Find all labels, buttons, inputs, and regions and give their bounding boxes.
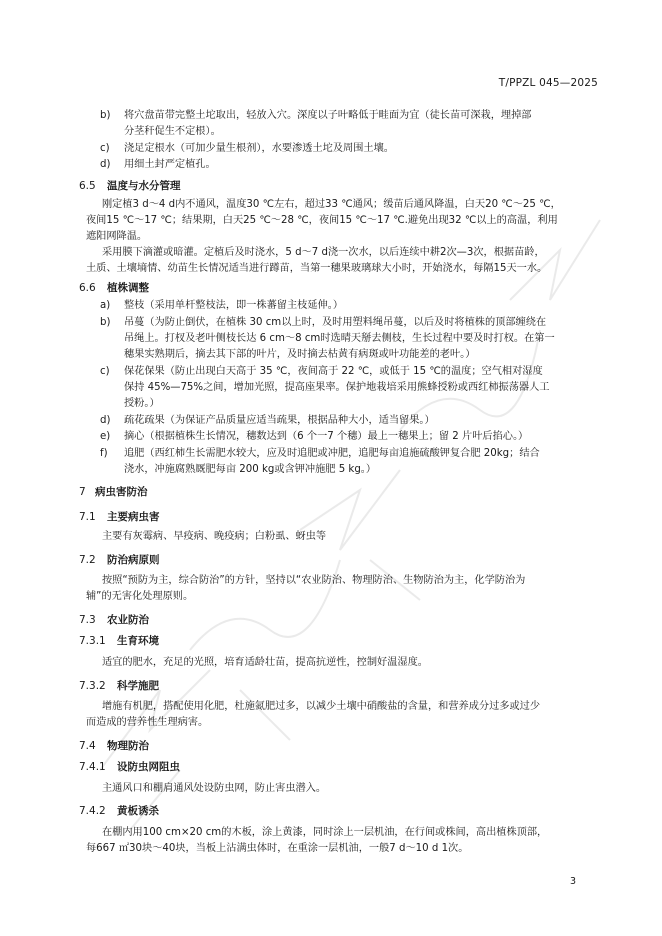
list-marker: c)	[100, 366, 110, 377]
list-marker: a)	[100, 300, 111, 311]
list-marker: c)	[100, 143, 110, 154]
paragraph-line: 在棚内用100 cm×20 cm的木板，涂上黄漆，同时涂上一层机油，在行间或株间，高出植株顶部，	[102, 827, 548, 838]
section-heading-7-3-1: 7.3.1 生育环境	[79, 635, 159, 647]
paragraph-line: 而造成的营养性生理病害。	[86, 717, 209, 728]
paragraph-line: 主通风口和棚肩通风处设防虫网，防止害虫潜入。	[102, 783, 327, 794]
list-item-text: 保花保果（防止出现白天高于 35 ℃，夜间高于 22 ℃，或低于 15 ℃的温度；空气相对湿度	[124, 366, 543, 377]
list-item-text: 摘心（根据植株生长情况，穗数达到（6 个一7 个穗）最上一穗果上；留 2 片叶后掐心。）	[124, 431, 529, 442]
section-heading-6-5: 6.5 温度与水分管理	[79, 180, 181, 192]
paragraph-line: 夜间15 ℃～17 ℃；结果期，白天25 ℃～28 ℃，夜间15 ℃～17 ℃.避免出现32 ℃以上的高温，利用	[86, 215, 558, 226]
section-heading-7-1: 7.1 主要病虫害	[79, 511, 160, 523]
list-marker: b)	[100, 110, 111, 121]
list-marker: b)	[100, 317, 111, 328]
section-heading-7-4: 7.4 物理防治	[79, 740, 149, 752]
section-heading-7: 7 病虫害防治	[79, 486, 148, 498]
section-heading-7-4-1: 7.4.1 设防虫网阻虫	[79, 761, 180, 773]
paragraph-line: 按照“预防为主，综合防治”的方针，坚持以“农业防治、物理防治、生物防治为主，化学防治为	[102, 575, 526, 586]
list-item-text: 吊蔓（为防止倒伏，在植株 30 cm以上时，及时用塑料绳吊蔓，以后及时将植株的顶部缠绕在	[124, 317, 547, 328]
paragraph-line: 刚定植3 d～4 d内不通风，温度30 ℃左右，超过33 ℃通风；缓苗后通风降温，白天20 ℃～25 ℃，	[102, 199, 561, 210]
page-number: 3	[569, 876, 576, 887]
section-heading-6-6: 6.6 植株调整	[79, 282, 149, 294]
document-code: T/PPZL 045—2025	[498, 77, 598, 89]
list-item-text: 将穴盘苗带完整土坨取出，轻放入穴。深度以子叶略低于畦面为宜（徒长苗可深栽，埋掉部	[124, 110, 532, 121]
list-item-text: 追肥（西红柿生长需肥水较大，应及时追肥或冲肥，追肥每亩追施硫酸钾复合肥 20kg；结合	[124, 448, 540, 459]
list-item-text: 浇水，冲施腐熟厩肥每亩 200 kg或含钾冲施肥 5 kg。）	[124, 464, 377, 475]
paragraph-line: 主要有灰霉病、早疫病、晚疫病；白粉虱、蚜虫等	[102, 531, 327, 542]
list-item-text: 分茎秆促生不定根）。	[124, 126, 221, 137]
section-heading-7-2: 7.2 防治病原则	[79, 554, 160, 566]
list-item-text: 浇足定根水（可加少量生根剂），水要渗透土坨及周围土壤。	[124, 143, 394, 154]
section-heading-7-3-2: 7.3.2 科学施肥	[79, 680, 159, 692]
paragraph-line: 适宜的肥水，充足的光照，培育适龄壮苗，提高抗逆性，控制好温湿度。	[102, 657, 428, 668]
list-item-text: 保持 45%—75%之间，增加光照，提高座果率。保护地栽培采用熊蜂授粉或西红柿振荡器人工	[124, 382, 550, 393]
list-item-text: 授粉。）	[124, 398, 160, 409]
list-item-text: 疏花疏果（为保证产品质量应适当疏果，根据品种大小，适当留果。）	[124, 415, 435, 426]
list-marker: f)	[100, 448, 108, 459]
paragraph-line: 增施有机肥，搭配使用化肥，杜施氮肥过多，以减少土壤中硝酸盐的含量，和营养成分过多或过少	[102, 701, 541, 712]
paragraph-line: 辅”的无害化处理原则。	[86, 591, 194, 602]
list-marker: e)	[100, 431, 111, 442]
list-item-text: 穗果实熟期后，摘去其下部的叶片，及时摘去枯黄有病斑或叶功能差的老叶。）	[124, 349, 476, 360]
paragraph-line: 遮阳网降温。	[86, 231, 148, 242]
paragraph-line: 采用膜下滴灌或暗灌。定植后及时浇水，5 d～7 d浇一次水，以后连续中耕2次—3次，根据苗龄，	[102, 247, 545, 258]
list-item-text: 吊绳上。打杈及老叶侧枝长达 6 cm～8 cm时选晴天掰去侧枝，生长过程中要及时打杈。在第一	[124, 333, 555, 344]
list-marker: d)	[100, 159, 111, 170]
section-heading-7-4-2: 7.4.2 黄板诱杀	[79, 805, 159, 817]
paragraph-line: 每667 ㎡30块～40块，当板上沾满虫体时，在重涂一层机油，一般7 d～10 d 1次。	[86, 843, 469, 854]
paragraph-line: 土质、土壤墒情、幼苗生长情况适当进行蹲苗，当第一穗果玻璃球大小时，开始浇水，每隔15天一水。	[86, 263, 548, 274]
list-item-text: 用细土封严定植孔。	[124, 159, 216, 170]
list-marker: d)	[100, 415, 111, 426]
list-item-text: 整枝（采用单杆整枝法，即一株蕃留主枝延伸。）	[124, 300, 344, 311]
section-heading-7-3: 7.3 农业防治	[79, 614, 149, 626]
